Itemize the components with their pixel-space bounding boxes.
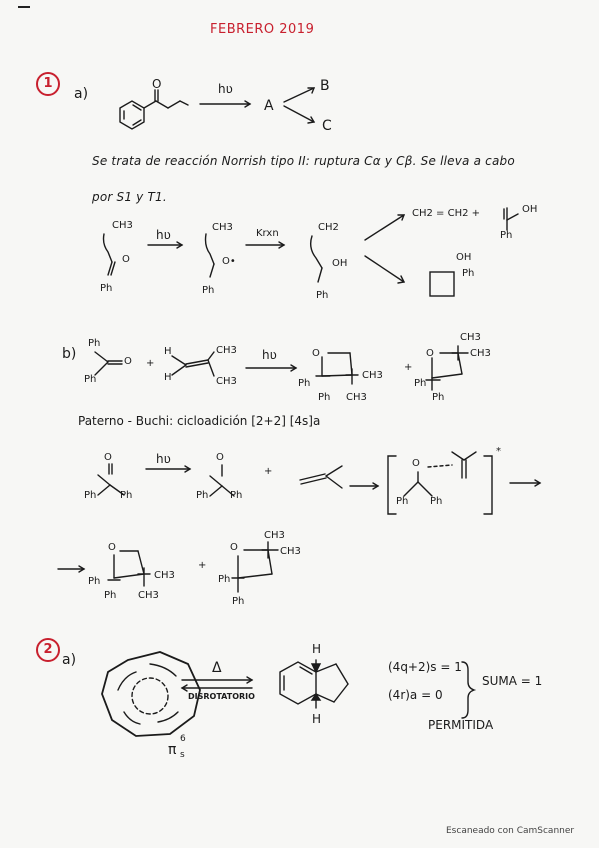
pb-plus-1: + [264,466,273,477]
pb-plus-2: + [198,560,207,571]
mech-ph-2: Ph [202,285,215,296]
part-b-label: b) [62,346,77,362]
mech-arrow1-hv: hʋ [156,228,171,242]
pb-q2-ch3a: CH3 [264,530,285,541]
pb-excited-star: * [496,446,501,457]
scanner-watermark: Escaneado con CamScanner [446,826,575,836]
carbonyl-o-label: O [152,77,162,91]
ring-h-bottom: H [312,712,322,726]
product-b-label: B [320,78,330,94]
b-p2-ch3a: CH3 [460,332,481,343]
b-p2-ch3b: CH3 [470,348,491,359]
pb-q2-ch3b: CH3 [280,546,301,557]
mech-oh-3: OH [332,258,348,269]
pb-o-1: O [104,452,112,463]
pb-o-2: O [216,452,224,463]
pb-q2-ph1: Ph [218,574,231,585]
pb-ph-4: Ph [230,490,243,501]
b-o-1: O [124,356,132,367]
b-ph-1: Ph [88,338,101,349]
b-arrow-hv: hʋ [262,348,277,362]
pb-arrow-hv: hʋ [156,452,171,466]
b-plus-2: + [404,362,413,373]
allowed-result: PERMITIDA [428,718,494,732]
q2-part-a-label: a) [62,652,77,668]
mech-ph-4: Ph [500,230,513,241]
b-p1-ch3b: CH3 [346,392,367,403]
pb-q-ch3a: CH3 [154,570,175,581]
question-number-2: 2 [36,638,60,662]
reaction-arrow-hv: hʋ [218,82,233,96]
b-p1-ph2: Ph [318,392,331,403]
disrotatory-label: DISROTATORIO [188,692,255,701]
pi-symbol: π [168,742,177,758]
pb-q2-o: O [230,542,238,553]
mech-ethylene-product: CH2 = CH2 + [412,208,481,219]
phenyl-ketone-structure [120,90,188,129]
mech-oh-5: OH [456,252,472,263]
b-ph-2: Ph [84,374,97,385]
question-number-1: 1 [36,72,60,96]
b-p2-o: O [426,348,434,359]
pb-q2-ph2: Ph [232,596,245,607]
ring-h-top: H [312,642,322,656]
rule-4q-plus-2: (4q+2)s = 1 [388,660,462,674]
mech-ch2-radical: CH2 [318,222,339,233]
b-h-2: H [164,372,172,383]
b-ch3-2: CH3 [216,376,237,387]
norrish-note-line1: Se trata de reacción Norrish tipo II: ruptura Cα y Cβ. Se lleva a cabo [92,154,515,168]
mech-ph-3: Ph [316,290,329,301]
mech-ph-1: Ph [100,283,113,294]
pb-ph-5: Ph [396,496,409,507]
product-c-label: C [322,118,332,134]
b-p1-o: O [312,348,320,359]
b-p1-ch3a: CH3 [362,370,383,381]
mech-ch3-1: CH3 [112,220,133,231]
pb-q-ph2: Ph [104,590,117,601]
pb-ph-3: Ph [196,490,209,501]
pb-q-o: O [108,542,116,553]
mech-ph-5: Ph [462,268,475,279]
pb-ph-1: Ph [84,490,97,501]
page-title: FEBRERO 2019 [210,22,315,37]
mech-ch3-2: CH3 [212,222,233,233]
thermal-delta: Δ [212,660,222,676]
norrish-note-line2: por S1 y T1. [92,190,167,204]
b-h-1: H [164,346,172,357]
part-a-label: a) [74,86,89,102]
pb-q-ch3b: CH3 [138,590,159,601]
pb-o-3: O [412,458,420,469]
pb-ph-2: Ph [120,490,133,501]
mech-oh-4: OH [522,204,538,215]
pb-ph-6: Ph [430,496,443,507]
b-ch3-1: CH3 [216,345,237,356]
mech-o-radical: O• [222,256,236,267]
pi-superscript: 6 [180,734,186,744]
pb-q-ph1: Ph [88,576,101,587]
b-p1-ph1: Ph [298,378,311,389]
pi-subscript: s [180,750,185,760]
mech-arrow2-krxn: Krxn [256,228,279,239]
product-a-label: A [264,98,274,114]
b-p2-ph1: Ph [414,378,427,389]
mech-o-1: O [122,254,130,265]
paterno-buchi-note: Paterno - Buchi: cicloadición [2+2] [4s]a [78,414,321,428]
sum-result: SUMA = 1 [482,674,543,688]
b-plus-1: + [146,358,155,369]
rule-4r: (4r)a = 0 [388,688,443,702]
b-p2-ph2: Ph [432,392,445,403]
